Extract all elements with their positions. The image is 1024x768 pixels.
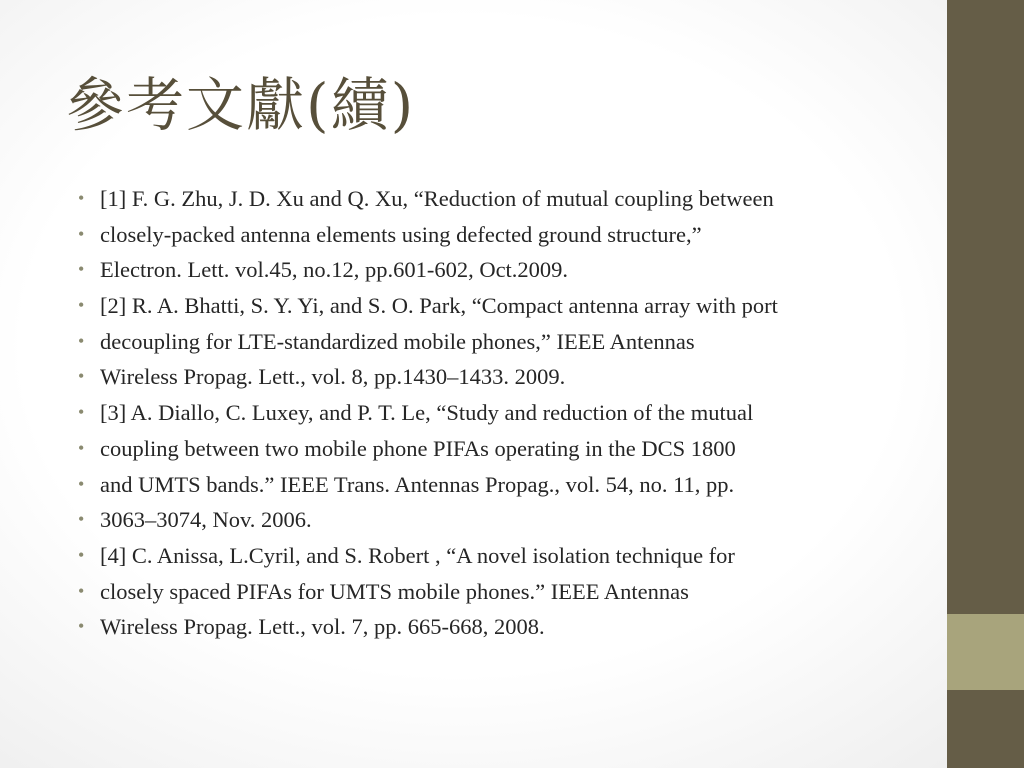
reference-item [78,505,890,534]
bullet-icon: • [78,223,85,244]
slide-title: 參考文獻(續) [66,71,416,139]
reference-item [78,184,890,213]
bullet-icon: • [78,295,85,316]
reference-text: decoupling for LTE-standardized mobile phones,” IEEE Antennas [100,328,695,354]
bullet-icon: • [78,544,85,565]
reference-text: coupling between two mobile phone PIFAs operating in the DCS 1800 [100,435,736,461]
reference-item [78,470,890,499]
reference-list [78,184,890,648]
reference-item [78,291,890,320]
reference-item [78,398,890,427]
bullet-icon: • [78,509,85,530]
bullet-icon: • [78,188,85,208]
bullet-icon: • [78,259,85,280]
reference-item [78,327,890,356]
reference-text: [1] F. G. Zhu, J. D. Xu and Q. Xu, “Reduction of mutual coupling between [100,186,774,211]
bullet-icon: • [78,402,85,423]
bullet-icon: • [78,437,85,458]
bullet-icon: • [78,580,85,601]
reference-item [78,362,890,391]
bullet-icon: • [78,473,85,494]
reference-text: 3063–3074, Nov. 2006. [100,507,312,533]
reference-item [78,434,890,463]
bullet-icon: • [78,366,85,387]
sidebar-decoration [947,0,1024,768]
reference-text: Electron. Lett. vol.45, no.12, pp.601-602, Oct.2009. [100,257,569,283]
bullet-icon: • [78,616,85,637]
reference-item [78,612,890,641]
reference-text: closely-packed antenna elements using defected ground structure,” [100,221,702,247]
reference-item [78,220,890,249]
reference-text: Wireless Propag. Lett., vol. 7, pp. 665-668, 2008. [100,614,545,640]
reference-text: and UMTS bands.” IEEE Trans. Antennas Propag., vol. 54, no. 11, pp. [100,471,735,497]
sidebar-accent-band [947,614,1024,690]
reference-item [78,255,890,284]
reference-text: [3] A. Diallo, C. Luxey, and P. T. Le, “Study and reduction of the mutual [100,400,754,426]
reference-text: Wireless Propag. Lett., vol. 8, pp.1430–1433. 2009. [100,364,566,390]
reference-item [78,577,890,606]
reference-text: [2] R. A. Bhatti, S. Y. Yi, and S. O. Park, “Compact antenna array with port [100,293,778,319]
bullet-icon: • [78,330,85,351]
reference-text: closely spaced PIFAs for UMTS mobile phones.” IEEE Antennas [100,578,689,604]
reference-text: [4] C. Anissa, L.Cyril, and S. Robert , “A novel isolation technique for [100,542,735,568]
reference-item [78,541,890,570]
